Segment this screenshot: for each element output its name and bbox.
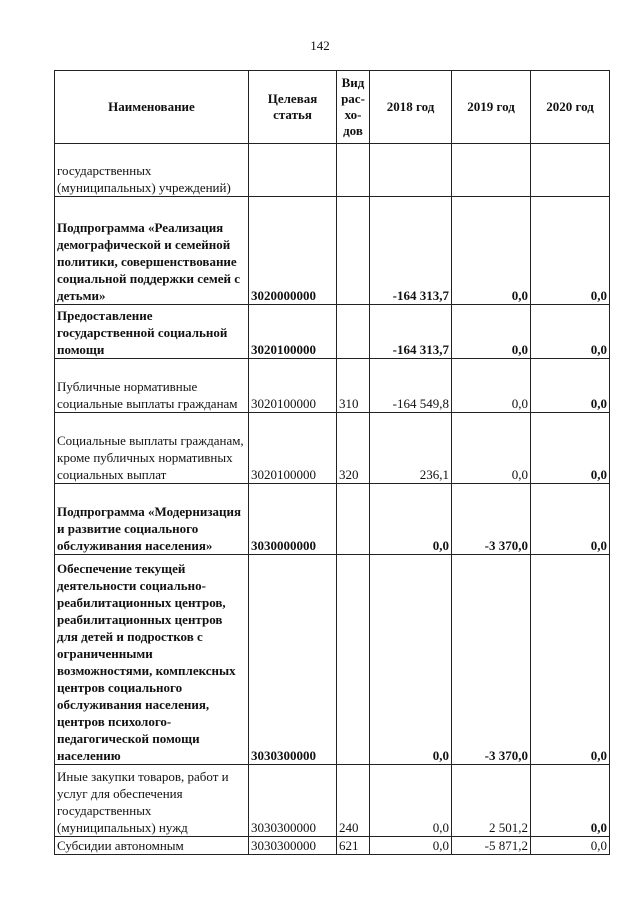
row-2020: 0,0 — [531, 484, 610, 555]
row-2020: 0,0 — [531, 555, 610, 765]
row-2019: -5 871,2 — [452, 837, 531, 855]
row-name: государственных (муниципальных) учреждений) — [55, 144, 249, 197]
row-kind: 310 — [337, 359, 370, 413]
page-number: 142 — [310, 38, 330, 53]
row-2018: -164 549,8 — [370, 359, 452, 413]
row-kind — [337, 197, 370, 305]
row-code: 3030000000 — [249, 484, 337, 555]
row-2019: 0,0 — [452, 197, 531, 305]
row-code: 3020100000 — [249, 413, 337, 484]
row-2020: 0,0 — [531, 413, 610, 484]
row-kind — [337, 555, 370, 765]
row-2019: -3 370,0 — [452, 484, 531, 555]
row-2020: 0,0 — [531, 837, 610, 855]
row-code: 3020000000 — [249, 197, 337, 305]
row-2018 — [370, 144, 452, 197]
row-2019: -3 370,0 — [452, 555, 531, 765]
row-2019 — [452, 144, 531, 197]
row-2019: 0,0 — [452, 359, 531, 413]
row-name: Субсидии автономным — [55, 837, 249, 855]
row-code — [249, 144, 337, 197]
table-row — [55, 197, 610, 305]
row-2019: 0,0 — [452, 305, 531, 359]
row-code: 3020100000 — [249, 305, 337, 359]
row-code: 3030300000 — [249, 837, 337, 855]
table-row — [55, 359, 610, 413]
row-2018: 0,0 — [370, 837, 452, 855]
row-2018: 236,1 — [370, 413, 452, 484]
row-name: Предоставление государственной социальной помощи — [55, 305, 249, 359]
row-name: Обеспечение текущей деятельности социально-реабилитационных центров, реабилитационных центров для детей и подростков с ограниченными возможностями, комплексных центров социального обслуживания населения, центров психолого-педагогической помощи населению — [55, 555, 249, 765]
table-header-row — [55, 71, 610, 144]
row-2019: 2 501,2 — [452, 765, 531, 837]
table-row — [55, 413, 610, 484]
row-code: 3030300000 — [249, 765, 337, 837]
row-kind — [337, 484, 370, 555]
row-name: Подпрограмма «Модернизация и развитие социального обслуживания населения» — [55, 484, 249, 555]
row-2019: 0,0 — [452, 413, 531, 484]
row-name: Публичные нормативные социальные выплаты гражданам — [55, 359, 249, 413]
row-2018: -164 313,7 — [370, 197, 452, 305]
table-row — [55, 555, 610, 765]
header-kind: Вид рас- хо- дов — [337, 71, 370, 144]
row-2020: 0,0 — [531, 197, 610, 305]
row-kind: 320 — [337, 413, 370, 484]
header-2019: 2019 год — [452, 71, 531, 144]
row-2020: 0,0 — [531, 765, 610, 837]
header-code: Целевая статья — [249, 71, 337, 144]
row-2018: 0,0 — [370, 555, 452, 765]
table-row — [55, 484, 610, 555]
row-kind — [337, 305, 370, 359]
row-2020: 0,0 — [531, 359, 610, 413]
table-row — [55, 305, 610, 359]
header-name: Наименование — [55, 71, 249, 144]
header-2020: 2020 год — [531, 71, 610, 144]
row-kind — [337, 144, 370, 197]
row-code: 3030300000 — [249, 555, 337, 765]
row-kind: 621 — [337, 837, 370, 855]
row-2020 — [531, 144, 610, 197]
row-name: Иные закупки товаров, работ и услуг для обеспечения государственных (муниципальных) нужд — [55, 765, 249, 837]
row-name: Подпрограмма «Реализация демографической и семейной политики, совершенствование социальной поддержки семей с детьми» — [55, 197, 249, 305]
row-2018: 0,0 — [370, 484, 452, 555]
header-2018: 2018 год — [370, 71, 452, 144]
table-row — [55, 765, 610, 837]
row-2018: 0,0 — [370, 765, 452, 837]
row-kind: 240 — [337, 765, 370, 837]
row-name: Социальные выплаты гражданам, кроме публичных нормативных социальных выплат — [55, 413, 249, 484]
row-2020: 0,0 — [531, 305, 610, 359]
table-row — [55, 144, 610, 197]
table-row — [55, 837, 610, 855]
row-code: 3020100000 — [249, 359, 337, 413]
row-2018: -164 313,7 — [370, 305, 452, 359]
budget-table — [54, 70, 610, 855]
